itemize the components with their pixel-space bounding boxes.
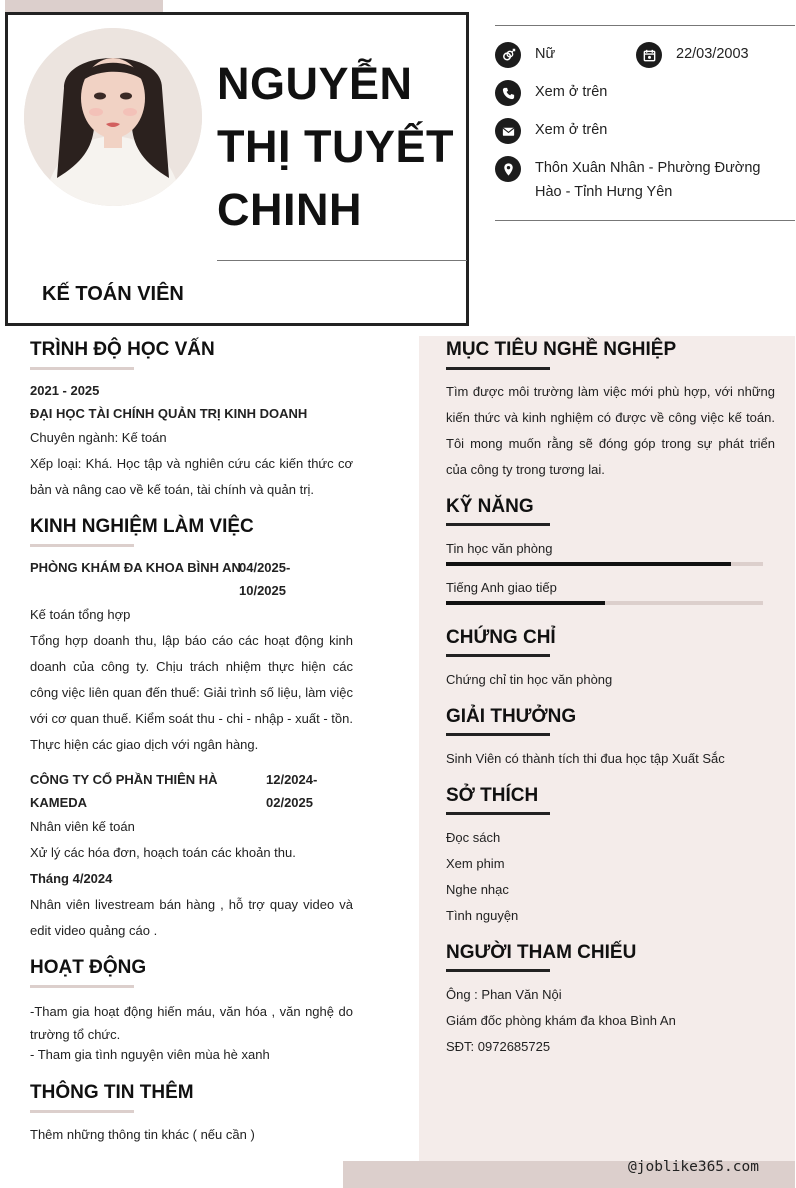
award-item: Sinh Viên có thành tích thi đua học tập Xuất Sắc — [446, 751, 725, 766]
watermark-text: @joblike365.com — [628, 1159, 759, 1175]
portrait-image — [24, 28, 202, 206]
name-line-2: THỊ TUYẾT — [217, 121, 454, 172]
email-icon — [495, 118, 521, 144]
objective-title: MỤC TIÊU NGHỀ NGHIỆP — [446, 339, 677, 360]
activity-2: - Tham gia tình nguyện viên mùa hè xanh — [30, 1047, 270, 1062]
job-1-period-end: 10/2025 — [239, 583, 286, 598]
gender-icon — [495, 42, 521, 68]
gender-value: Nữ — [535, 46, 556, 62]
experience-title: KINH NGHIỆM LÀM VIỆC — [30, 516, 254, 537]
activities-title: HOẠT ĐỘNG — [30, 957, 147, 978]
hobby-item: Tình nguyện — [446, 908, 519, 923]
hobby-item: Nghe nhạc — [446, 882, 509, 897]
skill-2-bar — [446, 601, 763, 605]
section-underline — [446, 367, 550, 370]
reference-title: NGƯỜI THAM CHIẾU — [446, 942, 637, 963]
section-underline — [446, 654, 550, 657]
job-2-company-line-1: CÔNG TY CỔ PHẦN THIÊN HÀ — [30, 772, 218, 787]
job-2-period-start: 12/2024- — [266, 772, 318, 787]
address-line-1: Thôn Xuân Nhân - Phường Đường — [535, 160, 761, 176]
skill-2-name: Tiếng Anh giao tiếp — [446, 580, 557, 595]
section-underline — [446, 812, 550, 815]
address-row — [495, 156, 760, 204]
gender-row — [495, 42, 555, 68]
job-3-period: Tháng 4/2024 — [30, 871, 113, 886]
divider — [217, 260, 467, 261]
name-line-3: CHINH — [217, 184, 362, 235]
job-2-company-line-2: KAMEDA — [30, 795, 88, 810]
dob-row — [636, 42, 749, 68]
phone-row — [495, 80, 607, 106]
email-value: Xem ở trên — [535, 122, 608, 138]
avatar — [24, 28, 202, 206]
job-1-description: Tổng hợp doanh thu, lập báo cáo các hoạt động kinh doanh của công ty. Chịu trách nhiệm thực hiện các công việc liên quan đến thuế: Giải trình số liệu, làm việc với cơ quan thuế. Kiểm soát thu - chi - nhập - xuất - tồn. Thực hiện các giao dịch với ngân hàng. — [30, 633, 353, 752]
phone-icon — [495, 80, 521, 106]
section-underline — [30, 544, 134, 547]
job-2-period-end: 02/2025 — [266, 795, 313, 810]
education-school: ĐẠI HỌC TÀI CHÍNH QUẢN TRỊ KINH DOANH — [30, 406, 308, 421]
address-value — [535, 156, 760, 204]
skill-2-bar-fill — [446, 601, 605, 605]
full-name — [217, 52, 457, 241]
activity-1: -Tham gia hoạt động hiến máu, văn hóa , văn nghệ do trường tổ chức. — [30, 1004, 353, 1042]
education-title: TRÌNH ĐỘ HỌC VẤN — [30, 339, 215, 360]
email-row — [495, 118, 607, 144]
calendar-icon — [636, 42, 662, 68]
job-title: KẾ TOÁN VIÊN — [42, 283, 184, 305]
hobbies-title: SỞ THÍCH — [446, 785, 539, 806]
certificates-title: CHỨNG CHỈ — [446, 627, 556, 648]
job-1-company: PHÒNG KHÁM ĐA KHOA BÌNH AN — [30, 560, 241, 575]
skill-1-name: Tin học văn phòng — [446, 541, 553, 556]
name-line-1: NGUYỄN — [217, 58, 413, 109]
job-1-role: Kế toán tổng hợp — [30, 607, 131, 622]
job-2-role: Nhân viên kế toán — [30, 819, 135, 834]
divider — [495, 25, 795, 26]
extra-info-title: THÔNG TIN THÊM — [30, 1082, 194, 1103]
section-underline — [30, 367, 134, 370]
extra-info-text: Thêm những thông tin khác ( nếu cần ) — [30, 1127, 255, 1142]
hobby-item: Xem phim — [446, 856, 505, 871]
location-pin-icon — [495, 156, 521, 182]
skill-1-bar — [446, 562, 763, 566]
hobby-item: Đọc sách — [446, 830, 501, 845]
education-years: 2021 - 2025 — [30, 383, 100, 398]
section-underline — [30, 1110, 134, 1113]
objective-text: Tìm được môi trường làm việc mới phù hợp, với những kiến thức và kinh nghiệm có được về công việc kế toán. Tôi mong muốn rằng sẽ đóng góp trong sự phát triển của công ty trong tương lai. — [446, 384, 775, 477]
job-1-period-start: 04/2025- — [239, 560, 291, 575]
divider — [495, 220, 795, 221]
phone-value: Xem ở trên — [535, 84, 608, 100]
certificate-item: Chứng chỉ tin học văn phòng — [446, 672, 613, 687]
education-detail: Xếp loại: Khá. Học tập và nghiên cứu các kiến thức cơ bản và nâng cao về kế toán, tài chính và quản trị. — [30, 456, 353, 497]
job-2-description: Xử lý các hóa đơn, hoạch toán các khoản thu. — [30, 845, 296, 860]
job-3-description: Nhân viên livestream bán hàng , hỗ trợ quay video và edit video quảng cáo . — [30, 897, 353, 938]
section-underline — [446, 969, 550, 972]
skill-1-bar-fill — [446, 562, 731, 566]
skills-title: KỸ NĂNG — [446, 496, 534, 517]
reference-phone: SĐT: 0972685725 — [446, 1039, 551, 1054]
reference-name: Ông : Phan Văn Nội — [446, 987, 562, 1002]
education-major: Chuyên ngành: Kế toán — [30, 430, 167, 445]
awards-title: GIẢI THƯỞNG — [446, 706, 577, 727]
section-underline — [446, 733, 550, 736]
section-underline — [446, 523, 550, 526]
address-line-2: Hào - Tỉnh Hưng Yên — [535, 184, 673, 200]
dob-value: 22/03/2003 — [676, 46, 749, 62]
section-underline — [30, 985, 134, 988]
reference-position: Giám đốc phòng khám đa khoa Bình An — [446, 1013, 676, 1028]
